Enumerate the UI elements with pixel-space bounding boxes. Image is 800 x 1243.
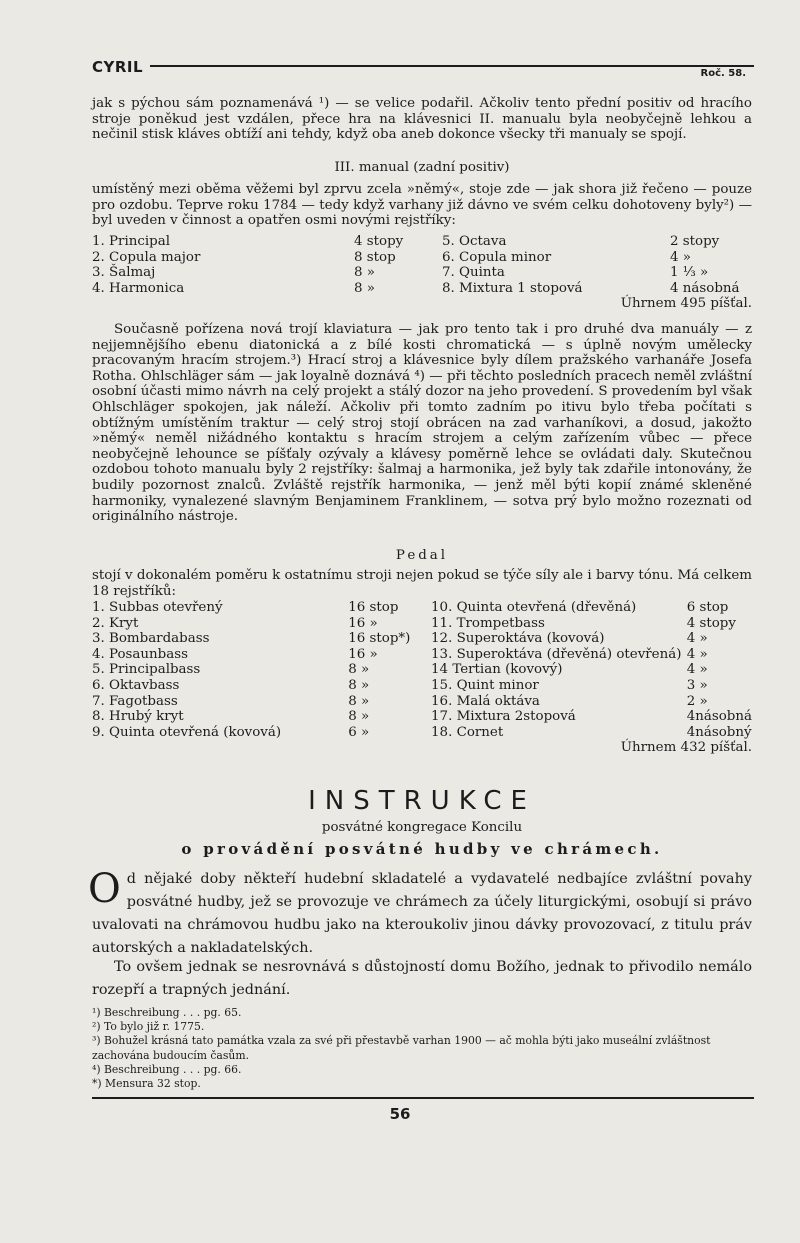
- paragraph-pedal: [92, 568, 752, 599]
- paragraph-text: stojí v dokonalém poměru k ostatnímu stroji nejen pokud se týče síly ale i barvy tónu. Má celkem 18 rejstříků:: [92, 568, 752, 599]
- register-left-size: 16 stop*): [348, 631, 411, 647]
- article-title: INSTRUKCE: [308, 786, 536, 816]
- register-left-name: 4. Harmonica: [92, 280, 185, 296]
- register-right-name: 18. Cornet: [431, 724, 504, 740]
- register-total: Úhrnem 495 píšťal.: [620, 296, 752, 312]
- register-right-size: 4násobný: [686, 724, 752, 740]
- footnote: ⁴) Beschreibung . . . pg. 66.: [92, 1062, 242, 1076]
- footnote: ¹) Beschreibung . . . pg. 65.: [92, 1006, 242, 1019]
- register-left-name: 9. Quinta otevřená (kovová): [92, 724, 282, 740]
- register-left-size: 8 »: [348, 662, 370, 678]
- register-right-size: 4 »: [686, 646, 708, 662]
- register-row: [92, 725, 752, 741]
- running-header: [92, 56, 754, 82]
- register-left-name: 3. Šalmaj: [92, 265, 156, 281]
- register-left-size: 8 »: [348, 709, 370, 725]
- register-right-size: 1 ⅓ »: [670, 265, 709, 281]
- register-right-size: 6 stop: [686, 600, 729, 615]
- register-left-name: 2. Copula major: [92, 249, 201, 265]
- register-right-name: 14 Tertian (kovový): [431, 662, 563, 678]
- section-heading: III. manual (zadní positiv): [334, 160, 510, 175]
- register-left-name: 5. Principalbass: [92, 662, 201, 678]
- register-row: [92, 678, 752, 694]
- manual3-heading: [92, 160, 752, 176]
- instrukce-paragraph-2: [92, 956, 752, 1002]
- register-right-name: 17. Mixtura 2stopová: [431, 709, 576, 725]
- instrukce-paragraph-1: [88, 866, 752, 960]
- paragraph-manual3: [92, 182, 752, 229]
- pedal-heading: [92, 548, 752, 564]
- register-right-name: 16. Malá oktáva: [431, 693, 540, 709]
- register-right-name: 5. Octava: [442, 234, 507, 249]
- paragraph-positiv-end: [92, 96, 752, 143]
- footnotes: [92, 1006, 752, 1091]
- register-right-name: 7. Quinta: [442, 265, 505, 281]
- register-right-size: 3 »: [686, 677, 708, 693]
- register-total: Úhrnem 432 píšťal.: [620, 740, 752, 756]
- register-row: [92, 631, 752, 647]
- paragraph-text: jak s pýchou sám poznamenává ¹) — se velice podařil. Ačkoliv tento přední positiv od hracího stroje poněkud jest vzdálen, přece hra na klávesnici II. manualu byla neobyčejně lehkou a nečinil stisk kláves obtíží ani tehdy, když oba aneb dokonce všecky tři manualy se spojí.: [92, 96, 752, 143]
- register-right-size: 2 »: [686, 693, 708, 709]
- register-left-size: 4 stopy: [354, 234, 404, 249]
- register-row: [92, 709, 752, 725]
- bottom-rule: [92, 1097, 754, 1099]
- register-right-name: 13. Superoktáva (dřevěná) otevřená): [431, 646, 682, 662]
- register-row: [92, 600, 752, 616]
- paragraph-klaviatura: [92, 322, 752, 525]
- register-left-size: 8 »: [354, 265, 375, 281]
- section-heading: Pedal: [395, 548, 449, 563]
- issue-number: Roč. 58.: [700, 68, 746, 79]
- article-subtitle: posvátné kongregace Koncilu: [321, 820, 523, 835]
- register-right-name: 10. Quinta otevřená (dřevěná): [431, 600, 637, 615]
- page-number: 56: [389, 1105, 411, 1123]
- register-right-name: 8. Mixtura 1 stopová: [442, 280, 583, 296]
- register-left-name: 3. Bombardabass: [92, 631, 210, 647]
- register-right-name: 11. Trompetbass: [431, 615, 545, 631]
- register-left-name: 1. Subbas otevřený: [92, 600, 223, 615]
- manual3-registers: [92, 234, 752, 312]
- register-table: [92, 600, 752, 740]
- register-left-name: 6. Oktavbass: [92, 677, 180, 693]
- article-subtitle-bold: o provádění posvátné hudby ve chrámech.: [181, 840, 663, 858]
- pedal-registers: [92, 600, 752, 756]
- footnote: *) Mensura 32 stop.: [92, 1077, 201, 1091]
- register-left-size: 8 »: [354, 280, 375, 296]
- register-row: [92, 662, 752, 678]
- paragraph-text: Současně pořízena nová trojí klaviatura — jak pro tento tak i pro druhé dva manuály — z nejjemnějšího ebenu diatonická a z bílé kosti chromatická — s úplně novým umělecky pracovaným hracím strojem.³) Hrací stroj a klávesnice byly dílem pražského varhanáře Josefa Rotha. Ohlschläger sám — jak loyalně doznává ⁴) — při těchto posledních pracech neměl zvláštní osobní účasti mimo návrh na celý projekt a stálý dozor na jeho provedení. S provedením byl však Ohlschläger spokojen, jak náleží. Ačkoliv při tomto zadním po itivu bylo třeba počítati s obtížným umístěním traktur — celý stroj stojí obrácen na zad varhaníkovi, a dosud, jakožto »němý« neměl nižádného kontaktu s hracím strojem a celým zařízením vůbec — přece neobyčejně lehounce se píšťaly ozývaly a klávesy poměrně lehce se ovládati daly. Skutečnou ozdobou tohoto manualu byly 2 rejstříky: šalmaj a harmonika, jež byly tak zdařile intonovány, že budily pozornost znalců. Zvláště rejstřík harmonika, — jenž měl býti kopií známé skleněné harmoniky, vynalezené slavným Benjaminem Franklinem, — sotva prý bylo možno rozeznati od originálního nástroje.: [92, 322, 752, 525]
- journal-name: CYRIL: [92, 58, 144, 76]
- paragraph-text: umístěný mezi oběma věžemi byl zprvu zcela »němý«, stoje zde — jak shora již řečeno — pouze pro ozdobu. Teprve roku 1784 — tedy když varhany již dávno ve svém celku dohotoveny byly²) — byl uveden v činnost a opatřen osmi novými rejstříky:: [92, 182, 752, 229]
- register-right-size: 4 »: [686, 662, 708, 678]
- register-left-name: 1. Principal: [92, 234, 170, 249]
- register-left-size: 16 »: [348, 615, 378, 631]
- register-left-name: 2. Kryt: [92, 615, 139, 631]
- register-row: [92, 281, 752, 297]
- register-row: [92, 694, 752, 710]
- register-row: [92, 647, 752, 663]
- register-right-name: 6. Copula minor: [442, 249, 552, 265]
- register-right-size: 4 stopy: [686, 615, 736, 631]
- register-right-size: 2 stopy: [670, 234, 720, 249]
- drop-cap: O: [88, 866, 121, 912]
- register-left-size: 8 stop: [354, 249, 396, 265]
- header-rule: [150, 65, 754, 67]
- register-row: [92, 616, 752, 632]
- register-left-size: 8 »: [348, 693, 370, 709]
- register-right-name: 15. Quint minor: [431, 677, 539, 693]
- register-right-size: 4násobná: [686, 709, 752, 725]
- register-row: [92, 265, 752, 281]
- paragraph-text: To ovšem jednak se nesrovnává s důstojností domu Božího, jednak to přivodilo nemálo rozepří a trapných jednání.: [92, 959, 752, 998]
- register-table: [92, 234, 752, 296]
- register-left-size: 16 stop: [348, 600, 399, 615]
- register-row: [92, 234, 752, 250]
- register-right-size: 4 »: [686, 631, 708, 647]
- footnote: ²) To bylo již r. 1775.: [92, 1020, 205, 1034]
- register-left-name: 7. Fagotbass: [92, 693, 178, 709]
- register-left-name: 4. Posaunbass: [92, 646, 188, 662]
- register-left-size: 8 »: [348, 677, 370, 693]
- register-right-size: 4 násobná: [670, 280, 740, 296]
- register-left-name: 8. Hrubý kryt: [92, 709, 184, 725]
- footnote: ³) Bohužel krásná tato památka vzala za své při přestavbě varhan 1900 — ač mohla býti jako museální zvláštnost zachována budoucím časům.: [92, 1034, 711, 1062]
- paragraph-text: d nějaké doby někteří hudební skladatelé a vydavatelé nedbajíce zvláštní povahy posvátné hudby, jež se provozuje ve chrámech za účely liturgickými, osobují si právo uvalovati na chrámovou hudbu jako na kteroukoliv jinou dávky provozovací, z titulu práv autorských a nakladatelských.: [92, 871, 752, 956]
- register-row: [92, 250, 752, 266]
- register-left-size: 6 »: [348, 724, 370, 740]
- register-right-name: 12. Superoktáva (kovová): [431, 631, 605, 647]
- register-left-size: 16 »: [348, 646, 378, 662]
- register-right-size: 4 »: [670, 249, 691, 265]
